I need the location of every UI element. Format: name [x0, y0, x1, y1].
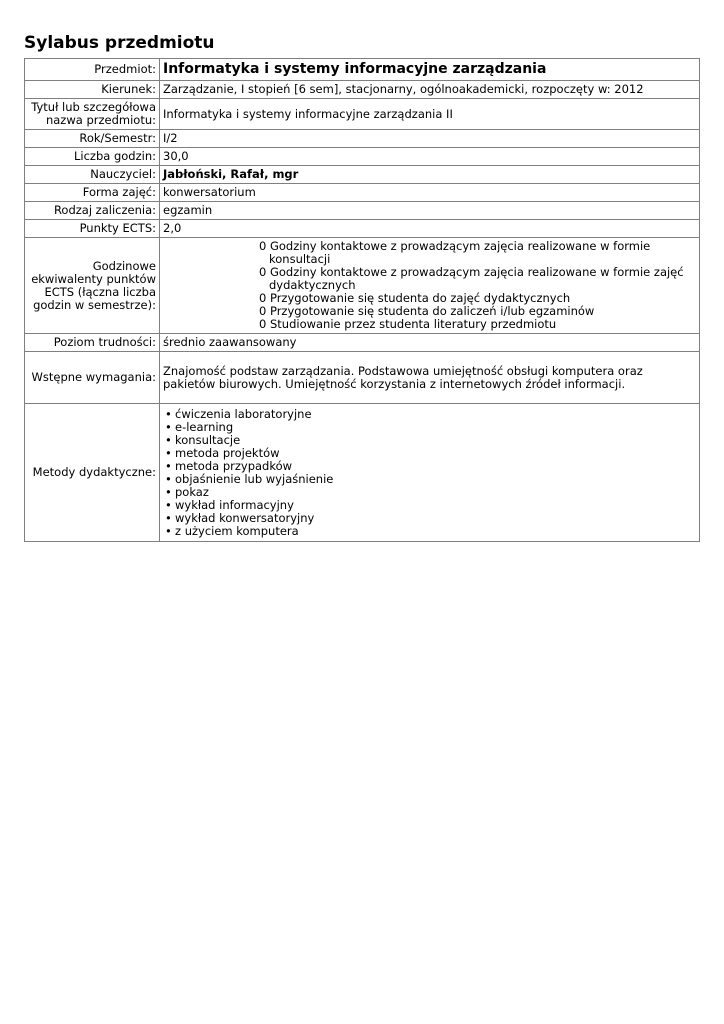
value-tytul: Informatyka i systemy informacyjne zarządzania II: [160, 99, 700, 130]
row-poziom: [25, 334, 700, 352]
label-tytul: Tytuł lub szczegółowa nazwa przedmiotu:: [25, 99, 160, 130]
methods-item: • ćwiczenia laboratoryjne: [163, 408, 696, 421]
label-przedmiot: Przedmiot:: [25, 59, 160, 81]
label-ekwiwalenty: Godzinowe ekwiwalenty punktów ECTS (łączna liczba godzin w semestrze):: [25, 238, 160, 334]
hours-item: 0 Studiowanie przez studenta literatury przedmiotu: [259, 317, 557, 331]
row-kierunek: [25, 81, 700, 99]
methods-item: • objaśnienie lub wyjaśnienie: [163, 473, 696, 486]
label-ects: Punkty ECTS:: [25, 220, 160, 238]
hours-item: 0 Przygotowanie się studenta do zajęć dydaktycznych: [259, 291, 571, 305]
value-rok: I/2: [160, 130, 700, 148]
row-godziny: [25, 148, 700, 166]
methods-item: • pokaz: [163, 486, 696, 499]
hours-item: 0 Przygotowanie się studenta do zaliczeń i/lub egzaminów: [259, 304, 595, 318]
row-tytul: [25, 99, 700, 130]
label-godziny: Liczba godzin:: [25, 148, 160, 166]
methods-item: • wykład konwersatoryjny: [163, 512, 696, 525]
row-metody: [25, 404, 700, 542]
hours-item: 0 Godziny kontaktowe z prowadzącym zajęcia realizowane w formie zajęć dydaktycznych: [259, 265, 684, 292]
methods-item: • metoda projektów: [163, 447, 696, 460]
value-przedmiot: Informatyka i systemy informacyjne zarządzania: [160, 59, 700, 81]
label-metody: Metody dydaktyczne:: [25, 404, 160, 542]
methods-item: • e-learning: [163, 421, 696, 434]
label-poziom: Poziom trudności:: [25, 334, 160, 352]
row-wymagania: [25, 352, 700, 404]
value-ects: 2,0: [160, 220, 700, 238]
label-kierunek: Kierunek:: [25, 81, 160, 99]
label-forma: Forma zajęć:: [25, 184, 160, 202]
value-rodzaj: egzamin: [160, 202, 700, 220]
row-przedmiot: [25, 59, 700, 81]
row-ekwiwalenty: [25, 238, 700, 334]
row-rodzaj: [25, 202, 700, 220]
methods-item: • wykład informacyjny: [163, 499, 696, 512]
row-ects: [25, 220, 700, 238]
value-metody: [160, 404, 700, 542]
row-forma: [25, 184, 700, 202]
row-rok: [25, 130, 700, 148]
value-godziny: 30,0: [160, 148, 700, 166]
value-wymagania: Znajomość podstaw zarządzania. Podstawowa umiejętność obsługi komputera oraz pakietów biurowych. Umiejętność korzystania z internetowych źródeł informacji.: [160, 352, 700, 404]
label-wymagania: Wstępne wymagania:: [25, 352, 160, 404]
hours-list: [259, 240, 696, 331]
value-kierunek: Zarządzanie, I stopień [6 sem], stacjonarny, ogólnoakademicki, rozpoczęty w: 2012: [160, 81, 700, 99]
methods-item: • z użyciem komputera: [163, 525, 696, 538]
value-ekwiwalenty: [160, 238, 700, 334]
label-rok: Rok/Semestr:: [25, 130, 160, 148]
value-forma: konwersatorium: [160, 184, 700, 202]
hours-item: 0 Godziny kontaktowe z prowadzącym zajęcia realizowane w formie konsultacji: [259, 239, 651, 266]
page-title: Sylabus przedmiotu: [24, 33, 215, 53]
label-nauczyciel: Nauczyciel:: [25, 166, 160, 184]
value-poziom: średnio zaawansowany: [160, 334, 700, 352]
methods-item: • metoda przypadków: [163, 460, 696, 473]
value-nauczyciel: Jabłoński, Rafał, mgr: [160, 166, 700, 184]
label-rodzaj: Rodzaj zaliczenia:: [25, 202, 160, 220]
methods-list: [163, 408, 696, 538]
syllabus-table: [24, 58, 700, 542]
row-nauczyciel: [25, 166, 700, 184]
methods-item: • konsultacje: [163, 434, 696, 447]
